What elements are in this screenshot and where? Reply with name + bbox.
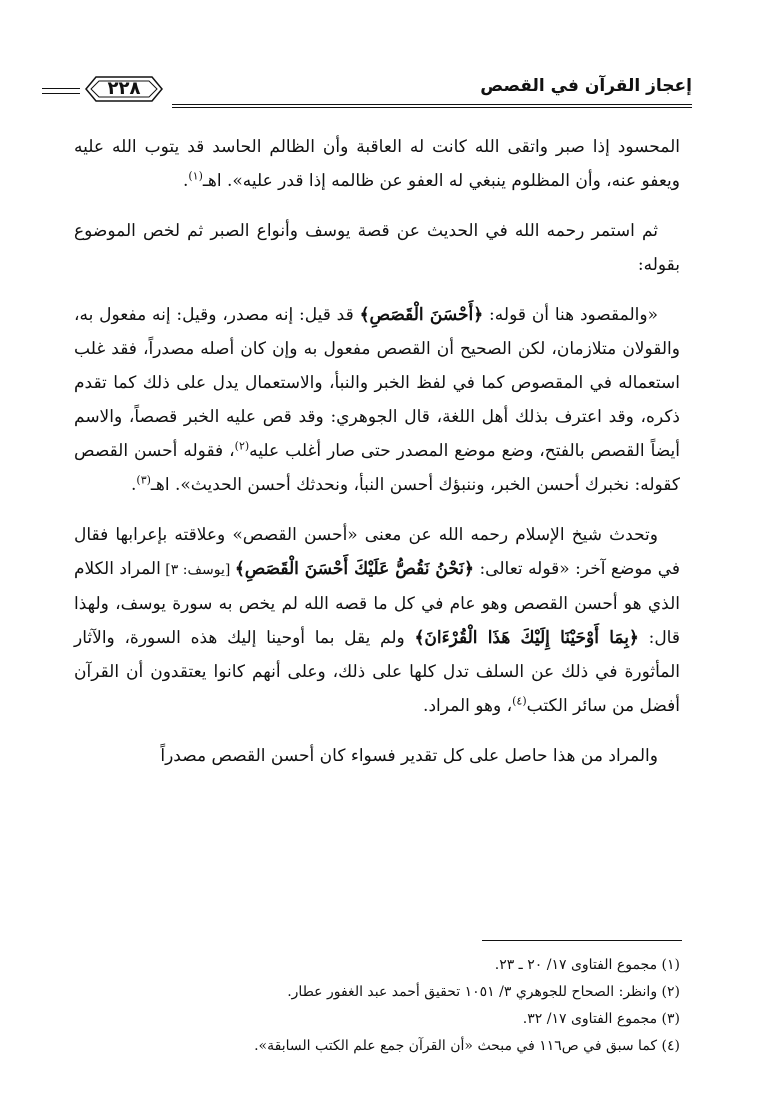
page-number-badge <box>82 72 166 106</box>
footnote-ref-3: (٣) <box>136 473 151 487</box>
paragraph-5 <box>74 739 680 773</box>
p3-text-a: «والمقصود هنا أن قوله: <box>483 305 658 325</box>
footnote-1: (١) مجموع الفتاوى ١٧/ ٢٠ ـ ٢٣. <box>494 957 680 973</box>
running-title: إعجاز القرآن في القصص <box>480 76 692 96</box>
p5-text: والمراد من هذا حاصل على كل تقدير فسواء كان أحسن القصص مصدراً <box>160 746 658 766</box>
footnote-2: (٢) وانظر: الصحاح للجوهري ٣/ ١٠٥١ تحقيق أحمد عبد الغفور عطار. <box>287 984 680 1000</box>
footnote-ref-1: (١) <box>188 169 203 183</box>
badge-ornament-lines <box>42 88 80 94</box>
p2-text: ثم استمر رحمه الله في الحديث عن قصة يوسف وأنواع الصبر ثم لخص الموضوع بقوله: <box>74 221 680 275</box>
footnote-ref-2: (٢) <box>234 439 250 453</box>
p3-text-b: قد قيل: إنه مصدر، وقيل: إنه مفعول به، والقولان متلازمان، لكن الصحيح أن القصص مفعول به وإن كان أصله مصدراً، فقد غلب استعماله في المقصوص كما في لفظ الخبر والنبأ، والاستعمال يدل على ذلك كما تقدم ذكره، وقد اعترف بذلك أهل اللغة، قال الجوهري: وقد قص عليه الخبر قصصاً، والاسم أيضاً القصص بالفتح، وضع موضع المصدر حتى صار أغلب عليه <box>74 305 680 461</box>
p4-text-b: المراد الكلام الذي هو أحسن القصص وهو عام في كل ما قصه الله لم يخص به سورة يوسف، ولهذا قال: <box>74 559 680 648</box>
verse-reference: [يوسف: ٣] <box>160 562 235 578</box>
p4-text-a: وتحدث شيخ الإسلام رحمه الله عن معنى «أحسن القصص» وعلاقته بإعرابها فقال في موضع آخر: «قوله تعالى: <box>74 525 680 579</box>
p4-text-d: ، وهو المراد. <box>423 696 513 716</box>
p1-end: . <box>182 171 189 191</box>
footnotes <box>74 952 680 1060</box>
paragraph-1 <box>74 130 680 198</box>
footnote-ref-4: (٤) <box>512 694 527 708</box>
quran-verse: ﴿نَحْنُ نَقُصُّ عَلَيْكَ أَحْسَنَ الْقَصَصِ﴾ <box>234 559 474 579</box>
quran-verse: ﴿بِمَا أَوْحَيْنَا إِلَيْكَ هَذَا الْقُرْءَانَ﴾ <box>414 628 639 648</box>
paragraph-3 <box>74 298 680 502</box>
main-text <box>74 130 680 789</box>
paragraph-2 <box>74 214 680 282</box>
footnote-4: (٤) كما سبق في ص١١٦ في مبحث «أن القرآن جمع علم الكتب السابقة». <box>254 1038 680 1054</box>
p3-text-c: ، فقوله أحسن القصص كقوله: نخبرك أحسن الخبر، وننبؤك أحسن النبأ، ونحدثك أحسن الحديث». اهـ <box>74 441 680 495</box>
header-rule <box>172 104 692 108</box>
quran-verse: ﴿أَحْسَنَ الْقَصَصِ﴾ <box>359 305 484 325</box>
running-header <box>72 72 692 112</box>
page-number: ٢٢٨ <box>107 78 141 99</box>
p1-text: المحسود إذا صبر واتقى الله كانت له العاقبة وأن الظالم الحاسد قد يتوب الله عليه ويعفو عنه، وأن المظلوم ينبغي له العفو عن ظالمه إذا قدر عليه». اهـ <box>74 137 680 191</box>
p3-end: . <box>131 475 137 495</box>
paragraph-4 <box>74 518 680 723</box>
footnote-separator <box>482 940 682 941</box>
footnote-3: (٣) مجموع الفتاوى ١٧/ ٣٢. <box>522 1011 680 1027</box>
p4-text-c: ولم يقل بما أوحينا إليك هذه السورة، والآثار المأثورة في ذلك عن السلف تدل كلها على ذلك، وعلى أنهم كانوا يعتقدون أن القرآن أفضل من سائر الكتب <box>74 628 680 716</box>
